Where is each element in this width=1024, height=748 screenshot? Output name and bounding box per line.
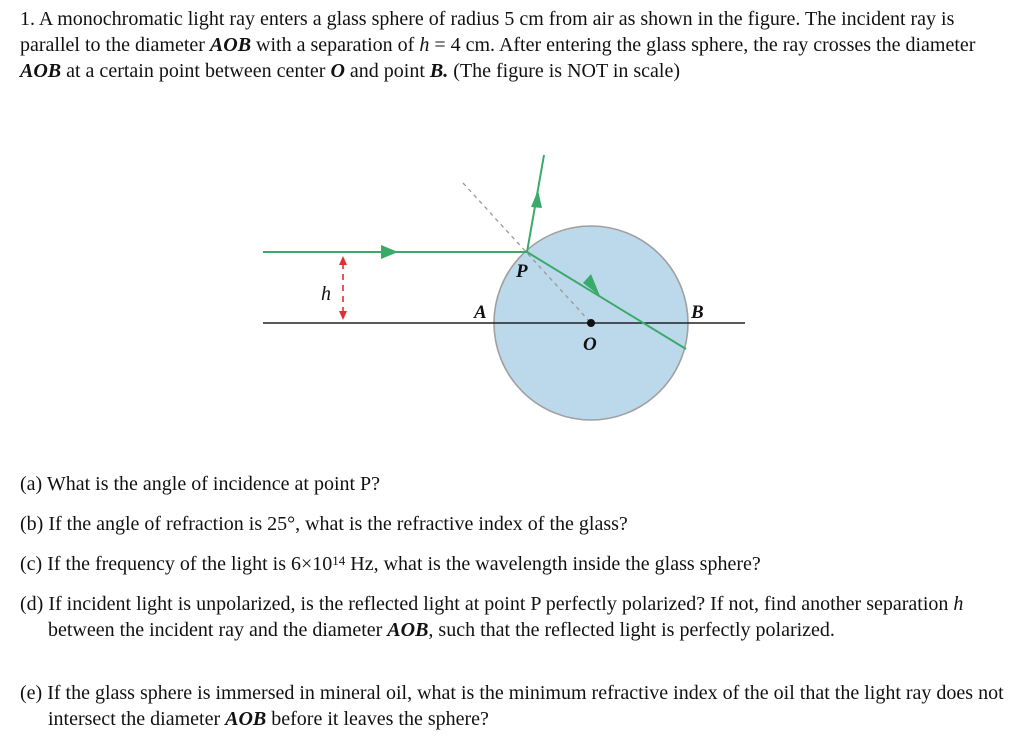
diameter-label: AOB <box>20 60 62 82</box>
label-b: B <box>691 302 704 323</box>
question-d: (d) If incident light is unpolarized, is the reflected light at point P perfectly polarized? If not, find another separation h between the incident ray and the diameter AOB, such that the reflected light is perfectly polarized. <box>20 593 964 641</box>
incident-arrow <box>381 245 398 259</box>
h-arrow-up <box>339 256 347 265</box>
question-a: (a) What is the angle of incidence at point P? <box>20 473 381 495</box>
exponent: 14 <box>332 553 346 568</box>
problem-statement: 1. A monochromatic light ray enters a glass sphere of radius 5 cm from air as shown in the figure. The incident ray is parallel to the diameter AOB with a separation of h = 4 cm. After entering the glass sphere, the ray crosses the diameter AOB at a certain point between center O and point B. (The figure is NOT in scale) <box>20 8 976 82</box>
h-variable: h <box>419 34 430 56</box>
question-c: (c) If the frequency of the light is $6\times 10^{14}$ Hz, what is the wavelength inside the glass sphere? <box>20 553 761 575</box>
label-h: h <box>321 283 331 305</box>
center-point <box>587 319 595 327</box>
diameter-label: AOB <box>387 619 429 641</box>
diameter-label: AOB <box>209 34 252 56</box>
center-label: O <box>330 60 345 82</box>
label-p: P <box>516 261 528 282</box>
problem-number: 1. <box>20 8 35 30</box>
question-b: (b) If the angle of refraction is 25°, what is the refractive index of the glass? <box>20 513 628 535</box>
h-variable: h <box>953 593 964 615</box>
point-b-label: B. <box>429 60 449 82</box>
label-a: A <box>474 302 487 323</box>
diameter-label: AOB <box>225 708 267 730</box>
h-arrow-down <box>339 311 347 320</box>
question-e: (e) If the glass sphere is immersed in mineral oil, what is the minimum refractive index of the oil that the light ray does not intersect the diameter AOB before it leaves the sphere? <box>20 682 1004 730</box>
label-o: O <box>583 334 597 355</box>
